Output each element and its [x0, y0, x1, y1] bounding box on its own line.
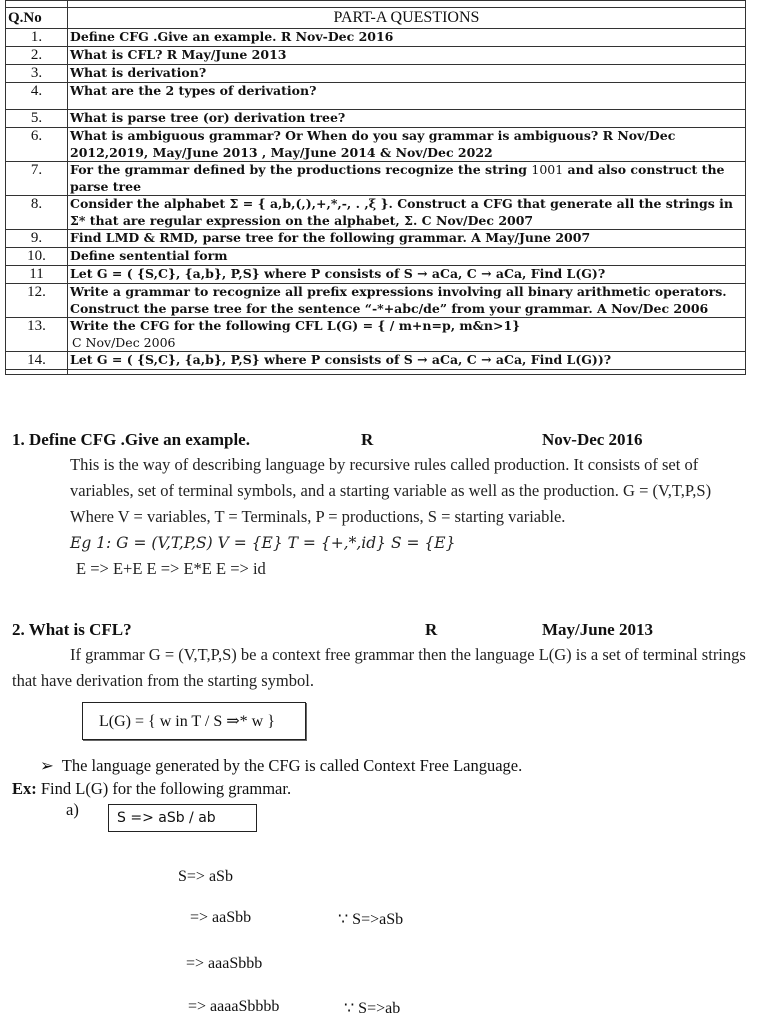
table-row — [6, 352, 746, 370]
answer-2-definition: If grammar G = (V,T,P,S) be a context free grammar then the language L(G) is a set of terminal strings that have derivation from the starting symbol. — [12, 645, 746, 690]
question-text: What are the 2 types of derivation? — [68, 83, 746, 110]
derivation-step: S=> aSb — [178, 868, 233, 885]
question-number: 14. — [6, 352, 68, 370]
answer-1-rules: E => E+E E => E*E E => id — [76, 559, 266, 578]
table-row — [6, 65, 746, 83]
answer-1-title: 1. Define CFG .Give an example. — [12, 430, 250, 449]
table-row — [6, 196, 746, 230]
answer-2-heading — [0, 620, 768, 642]
question-session: C Nov/Dec 2006 — [72, 334, 176, 350]
table-row — [6, 83, 746, 110]
table-row — [6, 230, 746, 248]
question-text — [68, 162, 746, 196]
table-header-row — [6, 8, 746, 29]
question-number: 3. — [6, 65, 68, 83]
answer-1-marker: R — [361, 430, 374, 449]
grammar-box: S => aSb / ab — [108, 804, 257, 832]
question-number: 2. — [6, 47, 68, 65]
question-text: What is ambiguous grammar? Or When do you say grammar is ambiguous? R Nov/Dec 2012,2019, May/June 2013 , May/June 2014 & Nov/Dec 2022 — [68, 128, 746, 162]
question-number: 12. — [6, 284, 68, 318]
question-text: Define CFG .Give an example. R Nov-Dec 2016 — [68, 29, 746, 47]
question-number: 10. — [6, 248, 68, 266]
question-text — [68, 318, 746, 352]
answer-2-title: 2. What is CFL? — [12, 620, 132, 639]
question-text: What is derivation? — [68, 65, 746, 83]
question-text: Find LMD & RMD, parse tree for the following grammar. A May/June 2007 — [68, 230, 746, 248]
derivation-reason: ∵ S=>ab — [344, 1000, 401, 1017]
table-row — [6, 47, 746, 65]
question-number: 7. — [6, 162, 68, 196]
question-number: 8. — [6, 196, 68, 230]
answer-1-example: Eg 1: G = (V,T,P,S) V = {E} T = {+,*,id} S = {E} — [70, 534, 456, 552]
question-number: 6. — [6, 128, 68, 162]
example-label: Ex: — [12, 779, 37, 798]
question-number: 5. — [6, 110, 68, 128]
answer-1-session: Nov-Dec 2016 — [542, 430, 643, 449]
cut-off-top-row — [6, 1, 746, 8]
question-text: Define sentential form — [68, 248, 746, 266]
question-text: Consider the alphabet Σ = { a,b,(,),+,*,-, . ,ξ }. Construct a CFG that generate all the strings in Σ* that are regular expression on the alphabet, Σ. C Nov/Dec 2007 — [68, 196, 746, 230]
cut-off-bottom-row — [6, 370, 746, 375]
table-row — [6, 110, 746, 128]
answers-section — [0, 430, 768, 840]
cfl-bullet-text: The language generated by the CFG is called Context Free Language. — [61, 756, 523, 775]
question-text: Write a grammar to recognize all prefix expressions involving all binary arithmetic operators. Construct the parse tree for the sentence “-*+abc/de” from your grammar. A Nov/Dec 2006 — [68, 284, 746, 318]
arrow-bullet-icon: ➢ — [40, 756, 54, 775]
example-text: Find L(G) for the following grammar. — [40, 779, 292, 798]
question-number: 9. — [6, 230, 68, 248]
table-row — [6, 162, 746, 196]
answer-2-session: May/June 2013 — [542, 620, 653, 639]
part-a-questions-table — [5, 0, 746, 375]
answer-1-heading — [0, 430, 768, 452]
question-text-part: Write the CFG for the following CFL L(G) = { / m+n=p, m&n>1} — [70, 318, 521, 333]
question-number: 1. — [6, 29, 68, 47]
question-text: Let G = ( {S,C}, {a,b}, P,S} where P consists of S → aCa, C → aCa, Find L(G)? — [68, 266, 746, 284]
answer-2-marker: R — [425, 620, 438, 639]
derivation-step: => aaaaSbbbb — [188, 998, 280, 1015]
derivation-reason: ∵ S=>aSb — [338, 911, 404, 928]
cfl-bullet — [40, 754, 768, 778]
question-text-part: For the grammar defined by the productions recognize the string — [70, 162, 532, 177]
question-text: What is CFL? R May/June 2013 — [68, 47, 746, 65]
example-line — [12, 778, 768, 800]
derivation-step: => aaaSbbb — [186, 955, 263, 972]
table-row — [6, 318, 746, 352]
question-number: 13. — [6, 318, 68, 352]
question-string-value: 1001 — [531, 162, 564, 177]
question-text: Let G = ( {S,C}, {a,b}, P,S} where P consists of S → aCa, C → aCa, Find L(G))? — [68, 352, 746, 370]
question-number: 11 — [6, 266, 68, 284]
table-row — [6, 284, 746, 318]
question-number: 4. — [6, 83, 68, 110]
table-row — [6, 266, 746, 284]
part-a-label: a) — [66, 800, 79, 819]
language-formula-box: L(G) = { w in T / S ⇒* w } — [82, 702, 306, 740]
derivation-step: => aaSbb — [190, 909, 252, 926]
table-row — [6, 248, 746, 266]
table-row — [6, 128, 746, 162]
question-text-part: and also construct the parse tree — [70, 162, 725, 194]
answer-1-definition: This is the way of describing language by recursive rules called production. It consists of set of variables, set of terminal symbols, and a starting variable as well as the production. G = (V,T,P,S) Where V = variables, T = Terminals, P = productions, S = starting variable. — [70, 455, 712, 526]
question-text: What is parse tree (or) derivation tree? — [68, 110, 746, 128]
table-row — [6, 29, 746, 47]
qno-header: Q.No — [6, 8, 68, 29]
part-a-title: PART-A QUESTIONS — [68, 8, 746, 29]
